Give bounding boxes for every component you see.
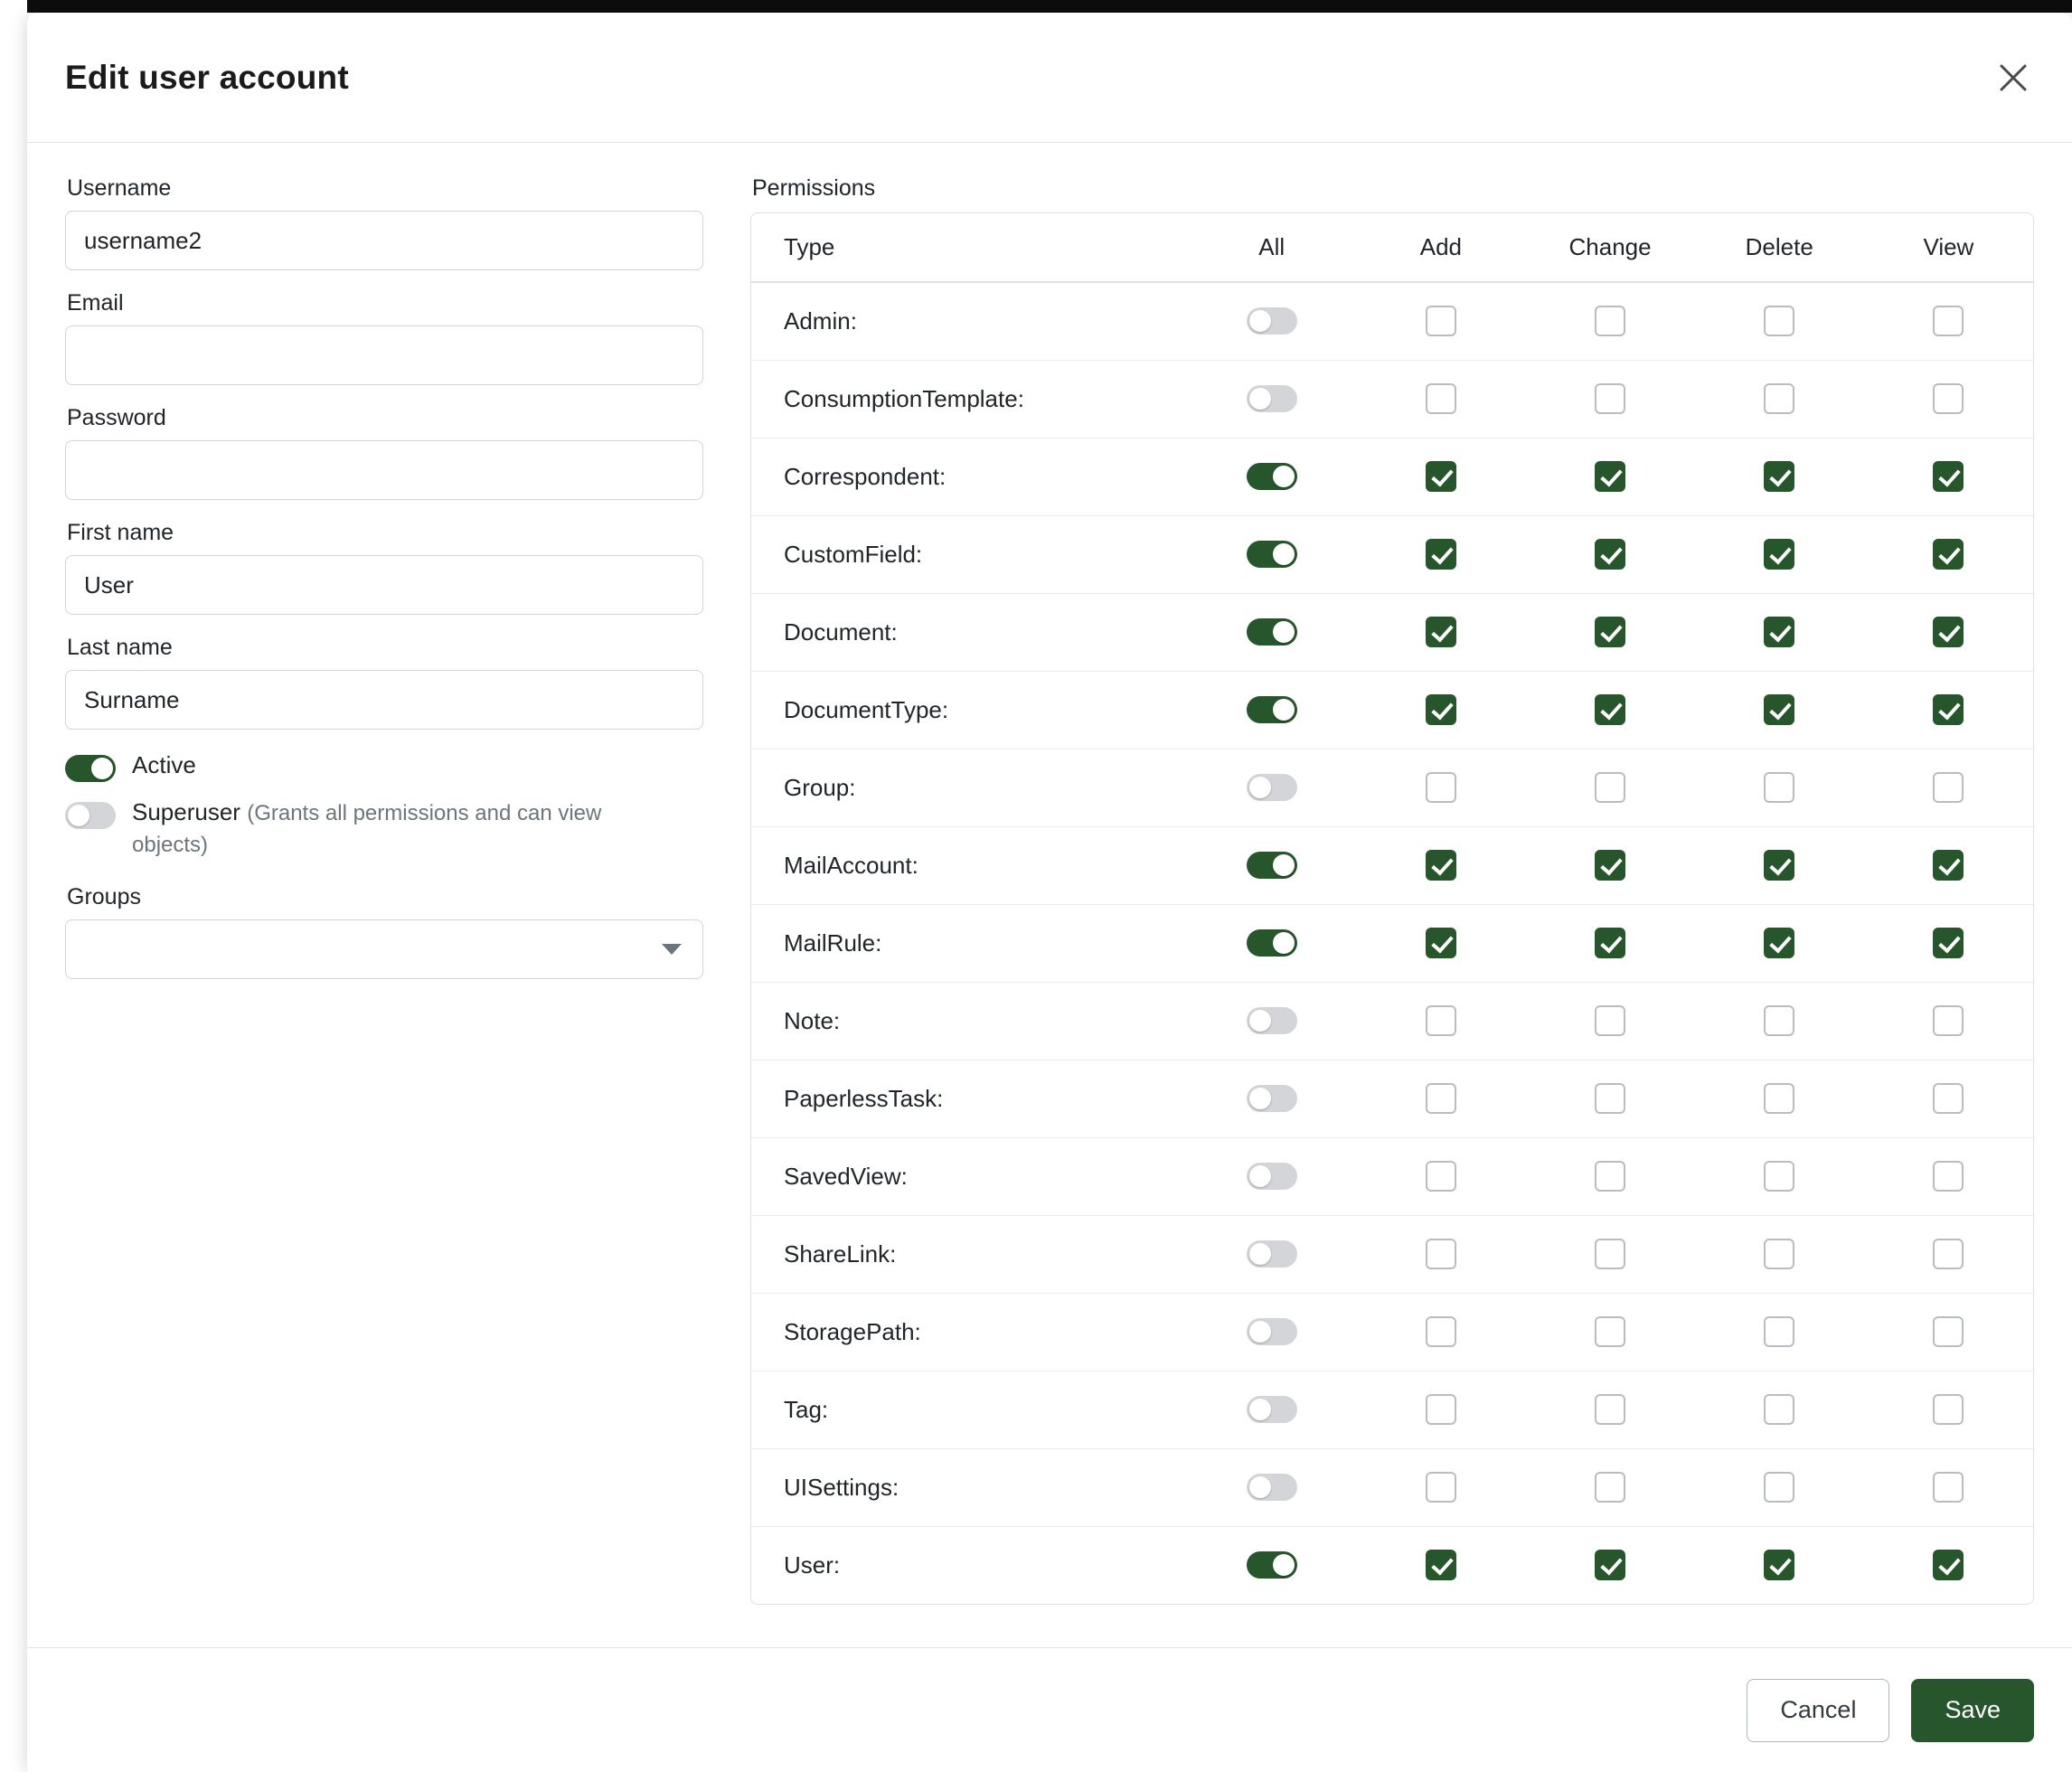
permission-change-cell [1525,826,1694,904]
permission-add-checkbox[interactable] [1426,306,1456,336]
permission-view-checkbox[interactable] [1933,1550,1964,1580]
permission-change-cell [1525,1293,1694,1371]
table-row [751,360,2033,438]
permission-change-cell [1525,360,1694,438]
permission-type-label: Document: [751,593,1187,671]
permission-add-checkbox[interactable] [1426,928,1456,958]
permission-add-cell [1356,593,1525,671]
permission-delete-cell [1695,360,1864,438]
permission-add-checkbox[interactable] [1426,1550,1456,1580]
password-label: Password [67,405,166,430]
table-row [751,515,2033,593]
column-header-delete: Delete [1695,213,1864,282]
permission-delete-cell [1695,982,1864,1060]
permission-delete-cell [1695,826,1864,904]
permission-add-checkbox[interactable] [1426,772,1456,803]
username-input[interactable] [65,211,703,270]
permission-delete-cell [1695,1060,1864,1137]
permission-delete-cell [1695,282,1864,360]
permissions-table-wrap [750,212,2034,1605]
page-title: Edit user account [65,58,349,96]
user-form [65,175,707,1647]
toggle-knob [1273,932,1295,954]
table-row [751,282,2033,360]
permission-change-cell [1525,438,1694,515]
permission-change-checkbox[interactable] [1595,1394,1625,1425]
permission-change-checkbox[interactable] [1595,694,1625,725]
permission-add-checkbox[interactable] [1426,1005,1456,1036]
permission-delete-checkbox[interactable] [1764,1005,1794,1036]
permission-delete-cell [1695,1293,1864,1371]
permission-change-checkbox[interactable] [1595,1161,1625,1192]
permission-add-cell [1356,1526,1525,1604]
permission-change-cell [1525,982,1694,1060]
permission-view-cell [1864,1526,2033,1604]
permission-view-cell [1864,515,2033,593]
dialog-header [27,13,2072,143]
toggle-knob [1249,1165,1271,1187]
permission-all-cell [1187,360,1356,438]
permission-add-cell [1356,360,1525,438]
dialog-body [27,143,2072,1647]
permission-delete-cell [1695,515,1864,593]
permission-all-toggle[interactable] [1247,463,1297,490]
permission-change-cell [1525,1215,1694,1293]
permission-view-checkbox[interactable] [1933,928,1964,958]
permission-view-checkbox[interactable] [1933,694,1964,725]
permission-view-checkbox[interactable] [1933,772,1964,803]
permission-change-checkbox[interactable] [1595,617,1625,647]
left-edge-strip [0,0,27,1772]
permission-view-cell [1864,1448,2033,1526]
permission-add-checkbox[interactable] [1426,539,1456,570]
permission-all-toggle[interactable] [1247,929,1297,957]
permission-change-cell [1525,904,1694,982]
permission-all-cell [1187,1293,1356,1371]
permission-change-checkbox[interactable] [1595,928,1625,958]
permissions-title: Permissions [752,175,876,201]
permission-change-checkbox[interactable] [1595,1005,1625,1036]
permission-change-checkbox[interactable] [1595,1083,1625,1114]
permission-type-label: DocumentType: [751,671,1187,749]
email-label: Email [67,290,124,316]
permissions-section [750,175,2034,1647]
permission-view-cell [1864,1293,2033,1371]
permission-type-label: Note: [751,982,1187,1060]
permission-delete-cell [1695,671,1864,749]
permission-all-cell [1187,1448,1356,1526]
table-row [751,593,2033,671]
edit-user-account-dialog [27,13,2072,1772]
permission-add-checkbox[interactable] [1426,461,1456,492]
permission-all-cell [1187,904,1356,982]
permission-change-cell [1525,282,1694,360]
permission-delete-checkbox[interactable] [1764,772,1794,803]
permission-all-cell [1187,671,1356,749]
permission-add-checkbox[interactable] [1426,1161,1456,1192]
permission-all-toggle[interactable] [1247,1240,1297,1268]
superuser-label-group [132,796,674,861]
permission-delete-checkbox[interactable] [1764,1550,1794,1580]
permissions-table [751,213,2033,1604]
active-label: Active [132,751,196,778]
permission-add-cell [1356,904,1525,982]
toggle-knob [91,758,113,779]
permission-add-cell [1356,438,1525,515]
toggle-knob [1273,1554,1295,1576]
toggle-knob [68,805,89,826]
permission-type-label: MailRule: [751,904,1187,982]
permission-delete-cell [1695,1526,1864,1604]
permission-add-cell [1356,1371,1525,1448]
permission-all-cell [1187,1526,1356,1604]
permission-delete-checkbox[interactable] [1764,617,1794,647]
permission-view-checkbox[interactable] [1933,1005,1964,1036]
permission-all-toggle[interactable] [1247,307,1297,335]
permission-all-toggle[interactable] [1247,1163,1297,1190]
permission-type-label: User: [784,1550,841,1579]
permission-change-cell [1525,1526,1694,1604]
toggle-knob [1249,777,1271,798]
top-bar-strip [0,0,2072,13]
permission-change-checkbox[interactable] [1595,1550,1625,1580]
permission-view-cell [1864,826,2033,904]
groups-select[interactable] [65,919,703,979]
permission-type-label: ShareLink: [751,1215,1187,1293]
permission-view-checkbox[interactable] [1933,617,1964,647]
permission-add-checkbox[interactable] [1426,1472,1456,1503]
permission-add-checkbox[interactable] [1426,383,1456,414]
column-header-all: All [1187,213,1356,282]
permission-type-label: PaperlessTask: [751,1060,1187,1137]
permission-all-toggle[interactable] [1247,618,1297,646]
permission-add-checkbox[interactable] [1426,1239,1456,1269]
permission-change-checkbox[interactable] [1595,1316,1625,1347]
permission-add-checkbox[interactable] [1426,1394,1456,1425]
field-username [65,175,707,270]
permission-view-checkbox[interactable] [1933,461,1964,492]
permission-all-cell [1187,282,1356,360]
save-button[interactable]: Save [1911,1679,2034,1742]
permission-delete-cell [1695,593,1864,671]
permission-view-checkbox[interactable] [1933,1161,1964,1192]
table-header-row [751,213,2033,282]
table-row [751,1215,2033,1293]
permission-all-toggle[interactable] [1247,1318,1297,1345]
permission-change-checkbox[interactable] [1595,539,1625,570]
permission-view-cell [1864,749,2033,826]
permission-type-label: CustomField: [751,515,1187,593]
permission-view-checkbox[interactable] [1933,850,1964,881]
table-row [751,982,2033,1060]
toggle-knob [1273,699,1295,721]
toggle-knob [1249,1321,1271,1343]
permission-add-cell [1356,515,1525,593]
permission-add-cell [1356,671,1525,749]
permission-view-checkbox[interactable] [1933,539,1964,570]
table-row [751,1448,2033,1526]
permission-delete-checkbox[interactable] [1764,539,1794,570]
permission-change-cell [1525,1371,1694,1448]
close-icon-glyph [1995,60,2031,96]
permission-delete-checkbox[interactable] [1764,383,1794,414]
permission-all-toggle[interactable] [1247,774,1297,801]
superuser-toggle-row [65,796,707,861]
permission-view-checkbox[interactable] [1933,1394,1964,1425]
permission-add-checkbox[interactable] [1426,1316,1456,1347]
permission-delete-checkbox[interactable] [1764,850,1794,881]
password-field[interactable] [65,440,703,500]
table-row [751,1137,2033,1215]
permission-view-cell [1864,438,2033,515]
permission-delete-checkbox[interactable] [1764,1161,1794,1192]
permission-type-label: StoragePath: [751,1293,1187,1371]
permission-add-cell [1356,1060,1525,1137]
close-icon[interactable] [1992,57,2034,99]
permission-all-toggle[interactable] [1247,1007,1297,1034]
permission-change-cell [1525,593,1694,671]
email-field[interactable] [65,325,703,385]
permission-view-checkbox[interactable] [1933,1316,1964,1347]
table-row [751,1526,2033,1604]
permission-add-cell [1356,826,1525,904]
permission-type-label: SavedView: [751,1137,1187,1215]
permission-view-checkbox[interactable] [1933,383,1964,414]
permission-add-cell [1356,1293,1525,1371]
permission-all-cell [1187,1215,1356,1293]
permission-view-cell [1864,282,2033,360]
permission-change-cell [1525,1137,1694,1215]
table-row [751,904,2033,982]
permission-change-checkbox[interactable] [1595,1472,1625,1503]
last-name-label: Last name [67,635,173,660]
permission-change-cell [1525,1448,1694,1526]
column-header-add: Add [1356,213,1525,282]
permission-change-cell [1525,1060,1694,1137]
permission-change-checkbox[interactable] [1595,383,1625,414]
permission-view-cell [1864,360,2033,438]
permission-add-cell [1356,282,1525,360]
toggle-knob [1249,1010,1271,1032]
table-row [751,671,2033,749]
permission-view-checkbox[interactable] [1933,1239,1964,1269]
field-first-name [65,520,707,615]
field-last-name [65,635,707,730]
permission-all-cell [1187,749,1356,826]
permission-type-label: UISettings: [751,1448,1187,1526]
permission-type-label: MailAccount: [751,826,1187,904]
permission-add-cell [1356,1215,1525,1293]
permission-delete-cell [1695,749,1864,826]
column-header-change: Change [1525,213,1694,282]
permissions-table-head [751,213,2033,282]
permission-all-toggle[interactable] [1247,1396,1297,1423]
permissions-table-body [751,282,2033,1604]
permission-delete-checkbox[interactable] [1764,1394,1794,1425]
permission-add-checkbox[interactable] [1426,1083,1456,1114]
permission-type-label: Admin: [751,282,1187,360]
permission-all-toggle[interactable] [1247,385,1297,412]
toggle-knob [1273,543,1295,565]
toggle-knob [1273,466,1295,487]
permission-all-toggle[interactable] [1247,852,1297,879]
table-row [751,438,2033,515]
superuser-toggle[interactable] [65,802,116,829]
groups-select-wrap [65,919,703,979]
permission-all-toggle[interactable] [1247,1551,1297,1579]
permission-type-label: ConsumptionTemplate: [751,360,1187,438]
field-email [65,290,707,385]
permission-delete-checkbox[interactable] [1764,928,1794,958]
permission-change-checkbox[interactable] [1595,850,1625,881]
permission-all-toggle[interactable] [1247,696,1297,723]
permission-delete-cell [1695,1371,1864,1448]
permission-add-cell [1356,1448,1525,1526]
cancel-button[interactable]: Cancel [1747,1679,1889,1742]
toggle-knob [1249,310,1271,332]
permission-all-cell [1187,1137,1356,1215]
dialog-footer [27,1647,2072,1772]
table-row [751,1293,2033,1371]
column-header-type: Type [751,213,1187,282]
permission-view-cell [1864,982,2033,1060]
permission-add-cell [1356,1137,1525,1215]
table-row [751,826,2033,904]
permission-view-cell [1864,1371,2033,1448]
permission-delete-cell [1695,904,1864,982]
permission-delete-checkbox[interactable] [1764,694,1794,725]
permission-delete-cell [1695,1215,1864,1293]
field-groups [65,884,707,979]
permission-view-checkbox[interactable] [1933,306,1964,336]
permission-delete-cell [1695,438,1864,515]
permission-change-cell [1525,671,1694,749]
table-row [751,1371,2033,1448]
active-toggle-row [65,749,707,782]
permission-all-toggle[interactable] [1247,1474,1297,1501]
permission-add-checkbox[interactable] [1426,617,1456,647]
permission-delete-cell [1695,1448,1864,1526]
toggle-knob [1273,621,1295,643]
permission-all-cell [1187,1060,1356,1137]
permission-add-checkbox[interactable] [1426,694,1456,725]
username-label: Username [67,175,172,201]
permission-all-cell [1187,826,1356,904]
field-password [65,405,707,500]
table-row [751,749,2033,826]
permission-view-cell [1864,1060,2033,1137]
permission-change-checkbox[interactable] [1595,306,1625,336]
permission-change-cell [1525,515,1694,593]
permission-view-cell [1864,593,2033,671]
first-name-label: First name [67,520,174,545]
permission-all-cell [1187,593,1356,671]
permission-delete-checkbox[interactable] [1764,1083,1794,1114]
superuser-label: Superuser [132,798,240,825]
column-header-view: View [1864,213,2033,282]
active-toggle[interactable] [65,755,116,782]
permission-add-cell [1356,749,1525,826]
last-name-input[interactable] [65,670,703,730]
toggle-knob [1273,854,1295,876]
first-name-input[interactable] [65,555,703,615]
permission-view-cell [1864,1215,2033,1293]
permission-add-cell [1356,982,1525,1060]
permission-change-checkbox[interactable] [1595,461,1625,492]
groups-label: Groups [67,883,141,910]
permission-view-checkbox[interactable] [1933,1472,1964,1503]
table-row [751,1060,2033,1137]
permission-change-cell [1525,749,1694,826]
permission-all-cell [1187,438,1356,515]
superuser-hint: (Grants all permissions and can view objects) [132,801,602,858]
permission-all-toggle[interactable] [1247,1085,1297,1112]
permission-delete-cell [1695,1137,1864,1215]
permission-delete-checkbox[interactable] [1764,306,1794,336]
permission-view-checkbox[interactable] [1933,1083,1964,1114]
permission-type-label: Tag: [751,1371,1187,1448]
permission-view-cell [1864,671,2033,749]
permission-view-cell [1864,904,2033,982]
toggle-knob [1249,1399,1271,1420]
permission-type-label: Correspondent: [751,438,1187,515]
permission-all-cell [1187,982,1356,1060]
toggle-knob [1249,1243,1271,1265]
permission-delete-checkbox[interactable] [1764,1316,1794,1347]
permission-view-cell [1864,1137,2033,1215]
permission-delete-checkbox[interactable] [1764,1239,1794,1269]
permission-add-checkbox[interactable] [1426,850,1456,881]
permission-all-cell [1187,1371,1356,1448]
permission-all-cell [1187,515,1356,593]
permission-type-label: Group: [751,749,1187,826]
permission-change-checkbox[interactable] [1595,772,1625,803]
toggle-knob [1249,1088,1271,1109]
permission-delete-checkbox[interactable] [1764,1472,1794,1503]
toggle-knob [1249,1476,1271,1498]
permission-all-toggle[interactable] [1247,541,1297,568]
permission-delete-checkbox[interactable] [1764,461,1794,492]
toggle-knob [1249,388,1271,410]
permission-change-checkbox[interactable] [1595,1239,1625,1269]
